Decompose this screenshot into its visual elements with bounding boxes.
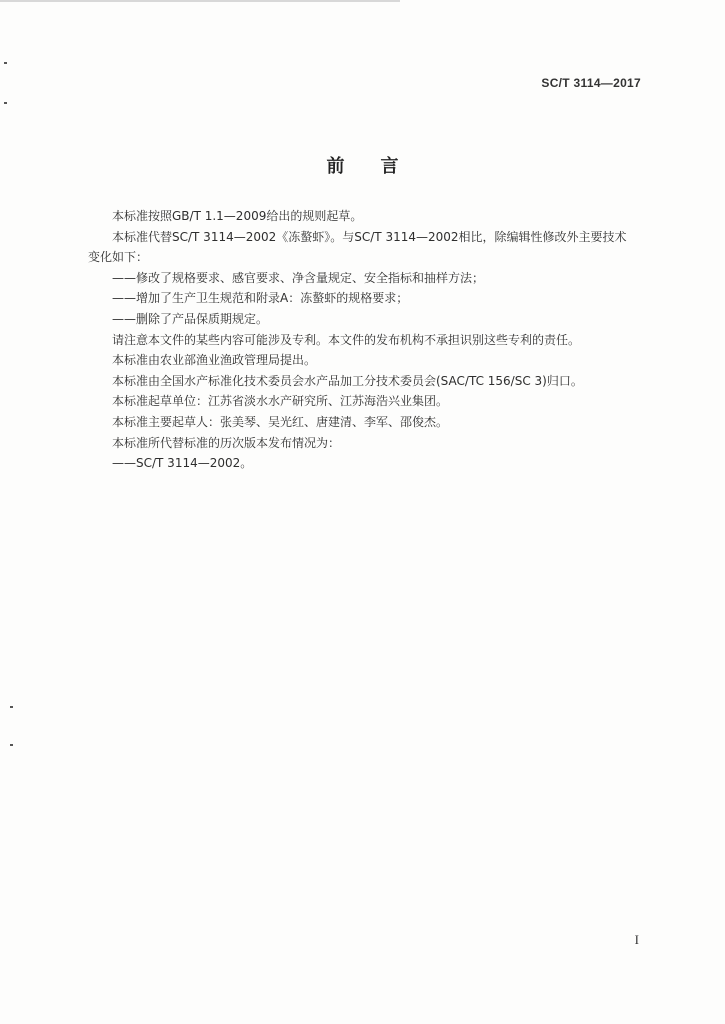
paragraph-replaces: 本标准代替SC/T 3114—2002《冻螯虾》。与SC/T 3114—2002相比，除编辑性修改外主要技术: [112, 229, 627, 244]
scan-artifact: [10, 706, 13, 708]
paragraph-drafting-units: 本标准起草单位：江苏省淡水水产研究所、江苏海浩兴业集团。: [112, 394, 449, 409]
standard-code: SC/T 3114—2017: [541, 76, 641, 90]
scan-top-edge: [0, 0, 400, 2]
change-item-2: ——增加了生产卫生规范和附录A：冻螯虾的规格要求；: [112, 291, 409, 306]
document-body: [88, 206, 648, 474]
paragraph-replaces-continued: 变化如下：: [88, 250, 149, 265]
paragraph-patent-notice: 请注意本文件的某些内容可能涉及专利。本文件的发布机构不承担识别这些专利的责任。: [112, 332, 581, 347]
page-number: I: [634, 932, 639, 947]
scan-artifact: [10, 744, 13, 746]
page-title: [0, 152, 725, 178]
scan-artifact: [4, 102, 7, 104]
title-char-2: 言: [380, 156, 399, 177]
title-char-1: 前: [326, 156, 345, 177]
change-item-3: ——删除了产品保质期规定。: [112, 311, 269, 326]
paragraph-previous-editions: 本标准所代替标准的历次版本发布情况为：: [112, 435, 341, 450]
scan-artifact: [4, 62, 7, 64]
paragraph-centralized-by: 本标准由全国水产标准化技术委员会水产品加工分技术委员会(SAC/TC 156/SC 3)归口。: [112, 373, 583, 388]
paragraph-drafting-rules: 本标准按照GB/T 1.1—2009给出的规则起草。: [112, 209, 363, 223]
previous-edition-item: ——SC/T 3114—2002。: [112, 456, 253, 471]
paragraph-drafters: 本标准主要起草人：张美琴、吴光红、唐建清、李军、邵俊杰。: [112, 414, 449, 429]
paragraph-proposed-by: 本标准由农业部渔业渔政管理局提出。: [112, 353, 317, 368]
change-item-1: ——修改了规格要求、感官要求、净含量规定、安全指标和抽样方法；: [112, 270, 485, 285]
